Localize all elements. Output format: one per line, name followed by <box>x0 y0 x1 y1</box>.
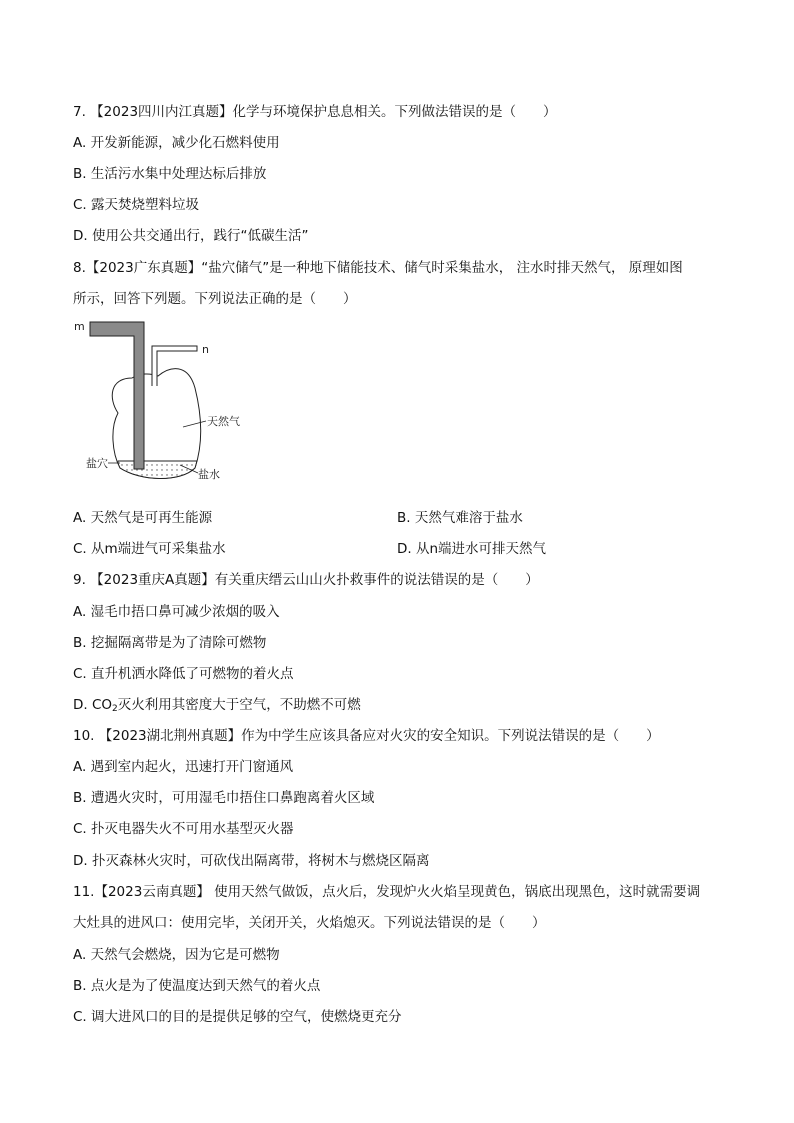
q11-option-b: B. 点火是为了使温度达到天然气的着火点 <box>73 978 321 994</box>
q11-option-c: C. 调大进风口的目的是提供足够的空气，使燃烧更充分 <box>73 1009 402 1025</box>
q11-stem-line1: 11.【2023云南真题】 使用天然气做饭，点火后，发现炉火火焰呈现黄色，锅底出现黑色，这时就需要调 <box>73 884 701 900</box>
label-m: m <box>74 320 85 333</box>
label-n: n <box>202 343 209 356</box>
q7-option-d: D. 使用公共交通出行，践行“低碳生活” <box>73 228 309 244</box>
q9-option-d-text: 灭火利用其密度大于空气，不助燃不可燃 <box>117 697 361 713</box>
q9-option-c: C. 直升机洒水降低了可燃物的着火点 <box>73 666 294 682</box>
q10-option-b: B. 遭遇火灾时，可用湿毛巾捂住口鼻跑离着火区域 <box>73 790 375 806</box>
label-natural-gas: 天然气 <box>207 415 240 428</box>
q8-option-c: C. 从m端进气可采集盐水 <box>73 541 226 557</box>
q9-option-d-subscript: 2 <box>112 704 118 714</box>
q10-stem: 10. 【2023湖北荆州真题】作为中学生应该具备应对火灾的安全知识。下列说法错误的是（ ） <box>73 728 660 744</box>
q10-option-d: D. 扑灭森林火灾时，可砍伐出隔离带，将树木与燃烧区隔离 <box>73 853 430 869</box>
label-salt-cave: 盐穴 <box>86 457 108 470</box>
q9-option-d-prefix: D. CO <box>73 697 113 713</box>
q7-option-b: B. 生活污水集中处理达标后排放 <box>73 166 267 182</box>
q9-option-b: B. 挖掘隔离带是为了清除可燃物 <box>73 635 267 651</box>
q8-stem-line2: 所示，回答下列题。下列说法正确的是（ ） <box>73 291 357 307</box>
salt-cave-diagram <box>70 318 270 490</box>
q10-option-a: A. 遇到室内起火，迅速打开门窗通风 <box>73 759 294 775</box>
q11-stem-line2: 大灶具的进风口：使用完毕，关闭开关，火焰熄灭。下列说法错误的是（ ） <box>73 915 546 931</box>
q8-option-a: A. 天然气是可再生能源 <box>73 510 213 526</box>
brine-region <box>118 461 197 479</box>
q9-option-a: A. 湿毛巾捂口鼻可减少浓烟的吸入 <box>73 604 280 620</box>
q7-option-a: A. 开发新能源，减少化石燃料使用 <box>73 135 280 151</box>
label-brine: 盐水 <box>198 468 220 481</box>
q8-option-b: B. 天然气难溶于盐水 <box>397 510 523 526</box>
q9-stem: 9. 【2023重庆A真题】有关重庆缙云山山火扑救事件的说法错误的是（ ） <box>73 572 539 588</box>
q8-option-d: D. 从n端进水可排天然气 <box>397 541 547 557</box>
q7-option-c: C. 露天焚烧塑料垃圾 <box>73 197 200 213</box>
q9-option-d <box>73 696 361 718</box>
q8-stem-line1: 8.【2023广东真题】“盐穴储气”是一种地下储能技术、储气时采集盐水， 注水时排天然气， 原理如图 <box>73 260 683 276</box>
q10-option-c: C. 扑灭电器失火不可用水基型灭火器 <box>73 821 294 837</box>
q7-stem: 7. 【2023四川内江真题】化学与环境保护息息相关。下列做法错误的是（ ） <box>73 104 557 120</box>
q11-option-a: A. 天然气会燃烧，因为它是可燃物 <box>73 947 280 963</box>
